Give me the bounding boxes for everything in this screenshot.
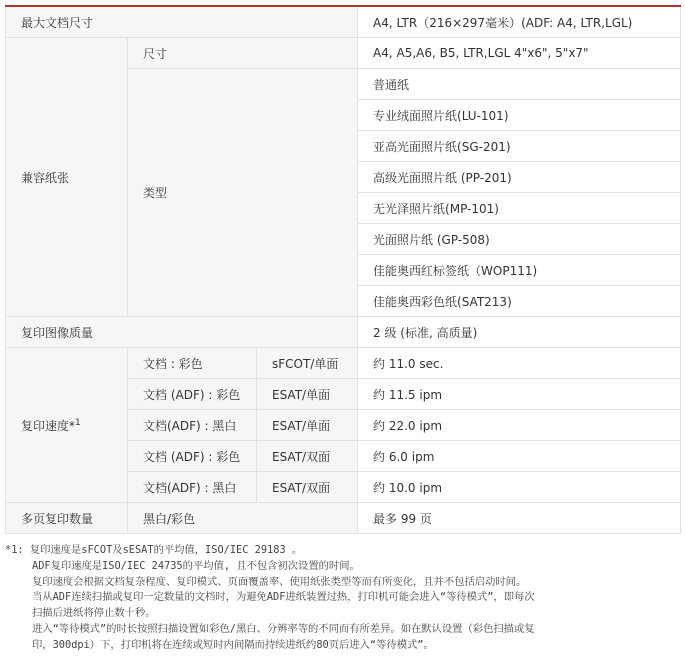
footnote-line: 印，300dpi）下，打印机将在连续或短时内间隔而持续进纸约80页后进入“等待模式”。 [32,638,434,651]
paper-type-item: 无光泽照片纸(MP-101) [358,193,681,224]
spec-table [5,5,681,534]
footnote-line: 复印速度会根据文档复杂程度、复印模式、页面覆盖率、使用纸张类型等而有所变化，且并不包括启动时间。 [32,575,527,588]
paper-type-item: 专业绒面照片纸(LU-101) [358,100,681,131]
footnote-line: ADF复印速度是ISO/IEC 24735的平均值, 且不包含初次设置的时间。 [32,559,360,572]
speed-doc: 文档 : 彩色 [128,348,257,379]
speed-value: 约 11.5 ipm [358,379,681,410]
quality-label: 复印图像质量 [6,317,358,348]
paper-type-item: 光面照片纸 (GP-508) [358,224,681,255]
speed-value: 约 22.0 ipm [358,410,681,441]
multi-copy-label: 多页复印数量 [6,503,128,534]
multi-copy-mode: 黑白/彩色 [128,503,358,534]
speed-mode: sFCOT/单面 [257,348,358,379]
paper-type-item: 高级光面照片纸 (PP-201) [358,162,681,193]
paper-size-row [6,38,681,69]
speed-value: 约 6.0 ipm [358,441,681,472]
paper-type-item: 普通纸 [358,69,681,100]
footnote-line: 当从ADF连续扫描或复印一定数量的文档时，为避免ADF进纸装置过热，打印机可能会进入“等待模式”，即每次 [32,591,535,604]
paper-type-item: 佳能奥西彩色纸(SAT213) [358,286,681,317]
footnote-line: 扫描后进纸将停止数十秒。 [32,607,156,620]
paper-size-label: 尺寸 [128,38,358,69]
speed-mode: ESAT/双面 [257,472,358,503]
speed-label-text: 复印速度* [21,418,76,433]
max-size-row [6,6,681,38]
speed-label [6,348,128,503]
quality-value: 2 级 (标准, 高质量) [358,317,681,348]
speed-row [6,348,681,379]
speed-value: 约 11.0 sec. [358,348,681,379]
quality-row [6,317,681,348]
speed-doc: 文档 (ADF) : 彩色 [128,441,257,472]
multi-copy-row [6,503,681,534]
speed-doc: 文档 (ADF) : 彩色 [128,379,257,410]
speed-doc: 文档(ADF) : 黑白 [128,472,257,503]
paper-type-item: 亚高光面照片纸(SG-201) [358,131,681,162]
speed-value: 约 10.0 ipm [358,472,681,503]
paper-label: 兼容纸张 [6,38,128,317]
speed-mode: ESAT/单面 [257,379,358,410]
paper-type-item: 佳能奥西红标签纸（WOP111) [358,255,681,286]
footnote-line: 进入“等待模式”的时长按照扫描设置如彩色/黑白、分辨率等的不同而有所差异。如在默认设置（彩色扫描或复 [32,622,535,635]
max-size-value: A4, LTR（216×297毫米）(ADF: A4, LTR,LGL) [358,6,681,38]
paper-type-label: 类型 [128,69,358,317]
footnotes [5,543,683,654]
speed-doc: 文档(ADF) : 黑白 [128,410,257,441]
speed-mode: ESAT/单面 [257,410,358,441]
max-size-label: 最大文档尺寸 [6,6,358,38]
footnote-line: *1: 复印速度是sFCOT及sESAT的平均值，ISO/IEC 29183 。 [5,544,303,556]
speed-mode: ESAT/双面 [257,441,358,472]
footnote-marker: 1 [75,417,81,428]
paper-size-value: A4, A5,A6, B5, LTR,LGL 4"x6", 5"x7" [358,38,681,69]
multi-copy-value: 最多 99 页 [358,503,681,534]
